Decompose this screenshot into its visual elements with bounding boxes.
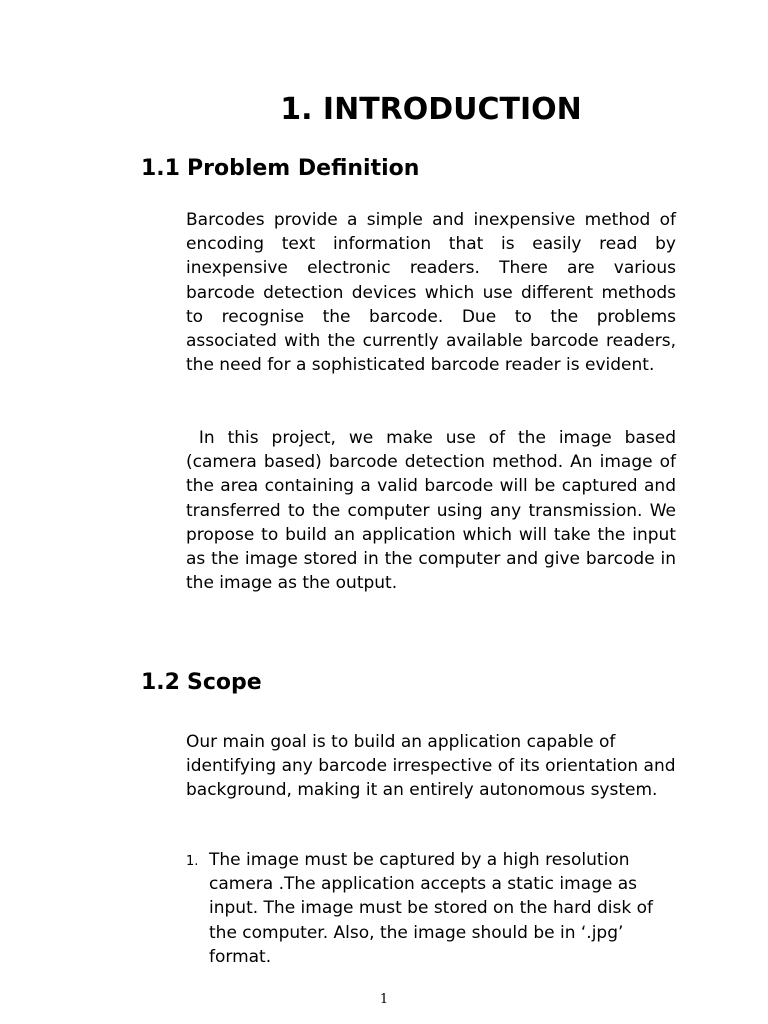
chapter-title: 1. INTRODUCTION <box>280 92 582 127</box>
section-title: Scope <box>187 670 262 695</box>
list-item-text: The image must be captured by a high resolution camera .The application accepts a static image as input. The image must be stored on the hard disk of the computer. Also, the image should be in ‘.jpg’ format. <box>209 850 653 967</box>
section-number: 1.2 <box>141 670 180 695</box>
section-heading-problem-definition <box>141 155 419 183</box>
paragraph-main-goal: Our main goal is to build an application capable of identifying any barcode irrespective of its orientation and background, making it an entirely autonomous system. <box>186 732 676 801</box>
section-title: Problem Definition <box>187 156 420 181</box>
paragraph-barcodes-intro: Barcodes provide a simple and inexpensive method of encoding text information that is easily read by inexpensive electronic readers. There are various barcode detection devices which use different methods to recognise the barcode. Due to the problems associated with the currently available barcode readers, the need for a sophisticated barcode reader is evident. <box>186 210 676 376</box>
requirements-list <box>186 848 676 969</box>
list-item <box>186 848 676 969</box>
paragraph-project-approach: In this project, we make use of the image based (camera based) barcode detection method. An image of the area containing a valid barcode will be captured and transferred to the computer using any transmission. We propose to build an application which will take the input as the image stored in the computer and give barcode in the image as the output. <box>186 428 676 594</box>
section-heading-scope <box>141 669 262 697</box>
list-marker: 1. <box>186 854 199 869</box>
page-number: 1 <box>379 992 389 1007</box>
section-number: 1.1 <box>141 156 180 181</box>
